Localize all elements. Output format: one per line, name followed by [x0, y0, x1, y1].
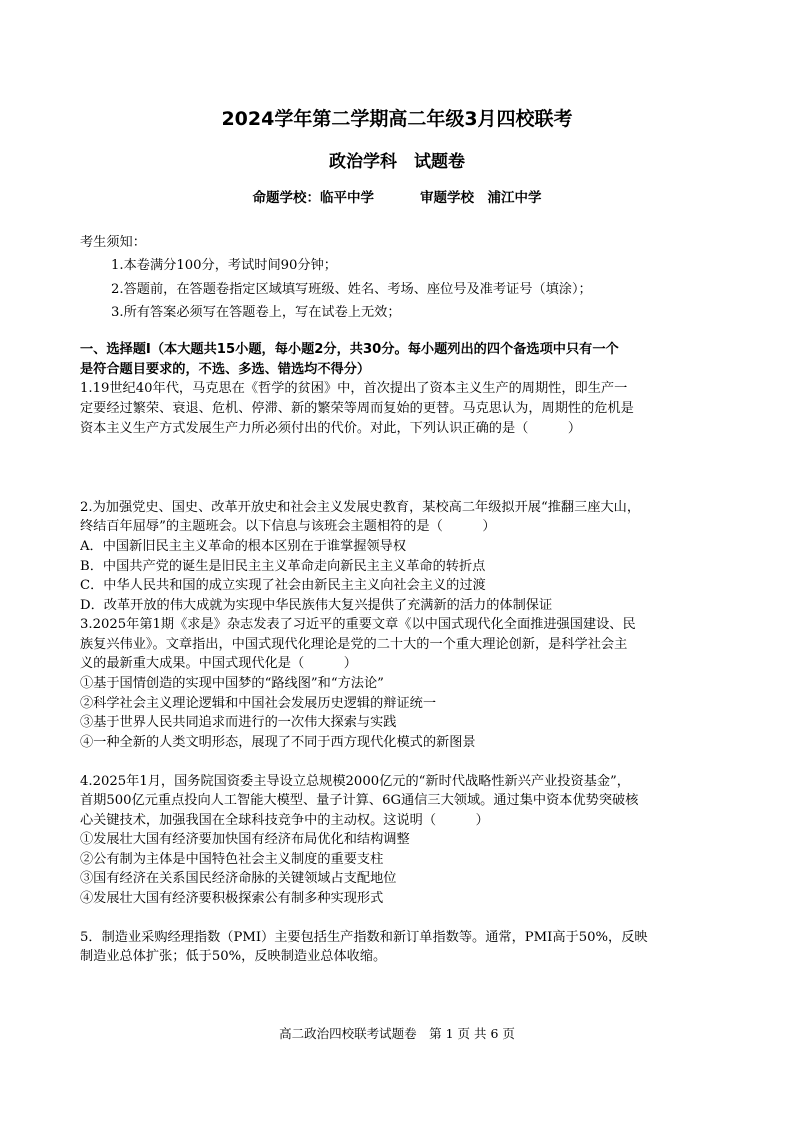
q4-statement-2: ②公有制为主体是中国特色社会主义制度的重要支柱: [80, 852, 384, 867]
q3-stem-line2: 族复兴伟业》。文章指出，中国式现代化理论是党的二十大的一个重大理论创新，是科学社会主: [80, 637, 628, 652]
q4-statement-3: ③国有经济在关系国民经济命脉的关键领域占支配地位: [80, 871, 397, 886]
subject-title: [0, 147, 794, 172]
q2-option-b: B．中国共产党的诞生是旧民主主义革命走向新民主主义革命的转折点: [80, 559, 486, 574]
school-info: [0, 186, 794, 206]
q3-statement-1: ①基于国情创造的实现中国梦的“路线图”和“方法论”: [80, 676, 384, 691]
q3-statement-3: ③基于世界人民共同追求而进行的一次伟大探索与实践: [80, 715, 397, 730]
section-heading-line1: 一、选择题Ⅰ（本大题共15小题，每小题2分，共30分。每小题列出的四个备选项中只有一个: [80, 342, 619, 357]
q1-stem-line1: 1.19世纪40年代，马克思在《哲学的贫困》中，首次提出了资本主义生产的周期性，即生产一: [80, 381, 628, 396]
notice-heading: 考生须知：: [80, 235, 146, 250]
q2-option-d: D．改革开放的伟大成就为实现中华民族伟大复兴提供了充满新的活力的体制保证: [80, 598, 553, 613]
q5-stem-line1: 5．制造业采购经理指数（PMI）主要包括生产指数和新订单指数等。通常，PMI高于50%，反映: [80, 930, 648, 945]
section-heading-line2: 是符合题目要求的，不选、多选、错选均不得分）: [80, 362, 371, 377]
q1-stem-line2: 定要经过繁荣、衰退、危机、停滞、新的繁荣等周而复始的更替。马克思认为，周期性的危机是: [80, 401, 634, 416]
q3-stem-line1: 3.2025年第1期《求是》杂志发表了习近平的重要文章《以中国式现代化全面推进强国建设、民: [80, 617, 636, 632]
page-footer: 高二政治四校联考试题卷 第 1 页 共 6 页: [279, 1026, 515, 1041]
q2-stem-line1: 2.为加强党史、国史、改革开放史和社会主义发展史教育，某校高二年级拟开展“推翻三座大山，: [80, 500, 641, 515]
q4-statement-1: ①发展壮大国有经济要加快国有经济布局优化和结构调整: [80, 832, 410, 847]
reviewer-school: 审题学校 浦江中学: [420, 190, 542, 206]
setter-school: 命题学校：临平中学: [252, 190, 374, 206]
q3-stem-line3: 义的最新重大成果。中国式现代化是（ ）: [80, 656, 357, 671]
exam-title: 2024学年第二学期高二年级3月四校联考: [221, 108, 573, 130]
notice-item-2: 2.答题前，在答题卷指定区域填写班级、姓名、考场、座位号及准考证号（填涂）；: [111, 282, 592, 297]
q4-statement-4: ④发展壮大国有经济要积极探索公有制多种实现形式: [80, 891, 384, 906]
notice-item-1: 1.本卷满分100分，考试时间90分钟；: [111, 258, 337, 273]
q2-stem-line2: 终结百年屈辱”的主题班会。以下信息与该班会主题相符的是（ ）: [80, 519, 496, 534]
q4-stem-line3: 心关键技术，加强我国在全球科技竞争中的主动权。这说明（ ）: [80, 813, 489, 828]
q5-stem-line2: 制造业总体扩张；低于50%，反映制造业总体收缩。: [80, 949, 387, 964]
q4-stem-line1: 4.2025年1月，国务院国资委主导设立总规模2000亿元的“新时代战略性新兴产业投资基金”，: [80, 774, 630, 789]
q1-stem-line3: 资本主义生产方式发展生产力所必须付出的代价。对此，下列认识正确的是（ ）: [80, 421, 582, 436]
paper-name: 试题卷: [414, 152, 465, 172]
subject-name: 政治学科: [329, 152, 397, 172]
q3-statement-4: ④一种全新的人类文明形态，展现了不同于西方现代化模式的新图景: [80, 735, 476, 750]
q2-option-a: A．中国新旧民主主义革命的根本区别在于谁掌握领导权: [80, 539, 407, 554]
q3-statement-2: ②科学社会主义理论逻辑和中国社会发展历史逻辑的辩证统一: [80, 696, 437, 711]
notice-item-3: 3.所有答案必须写在答题卷上，写在试卷上无效；: [111, 305, 401, 320]
q2-option-c: C．中华人民共和国的成立实现了社会由新民主主义向社会主义的过渡: [80, 578, 486, 593]
q4-stem-line2: 首期500亿元重点投向人工智能大模型、量子计算、6G通信三大领域。通过集中资本优势突破核: [80, 793, 639, 808]
